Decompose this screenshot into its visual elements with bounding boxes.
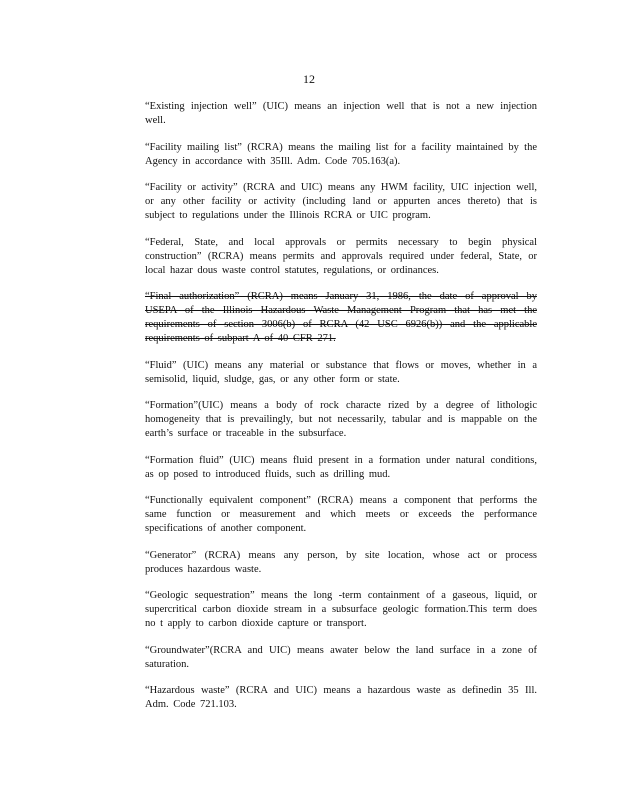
definition-paragraph: “Facility or activity” (RCRA and UIC) means any HWM facility, UIC injection well, or any other facility or activity (including land or appurten ances thereto) that is subject to regulations under the Illinois RCRA or UIC program.: [145, 182, 537, 221]
definition-paragraph: “Existing injection well” (UIC) means an injection well that is not a new injection well.: [145, 101, 537, 126]
definition-paragraph: “Federal, State, and local approvals or permits necessary to begin physical construction” (RCRA) means permits and approvals required under federal, State, or local hazar dous waste control statutes, regulations, or ordinances.: [145, 236, 537, 276]
definitions-list: [145, 100, 537, 725]
definition-paragraph: “Fluid” (UIC) means any material or substance that flows or moves, whether in a semisolid, liquid, sludge, gas, or any other form or state.: [145, 359, 537, 385]
definition-paragraph: “Formation fluid” (UIC) means fluid present in a formation under natural conditions, as op posed to introduced fluids, such as drilling mud.: [145, 454, 537, 480]
definition-paragraph: “Groundwater”(RCRA and UIC) means awater below the land surface in a zone of saturation.: [145, 644, 537, 670]
definition-paragraph-struck: “Final authorization” (RCRA) means January 31, 1986, the date of approval by USEPA of the Illinois Hazardous Waste Management Program that has met the requirements of section 3006(b) of RCRA (42 USC 6926(b)) and the applicable requirements of subpart A of 40 CFR 271.: [145, 291, 537, 344]
definition-paragraph: “Functionally equivalent component” (RCRA) means a component that performs the same function or measurement and which meets or exceeds the performance specifications of another component.: [145, 495, 537, 534]
definition-paragraph: “Hazardous waste” (RCRA and UIC) means a hazardous waste as definedin 35 Ill. Adm. Code 721.103.: [145, 685, 537, 710]
page-number: 12: [303, 72, 315, 86]
definition-paragraph: “Formation”(UIC) means a body of rock characte rized by a degree of lithologic homogeneity that is prevailingly, but not necessarily, tabular and is mappable on the earth’s surface or traceable in the subsurface.: [145, 400, 537, 439]
definition-paragraph: “Generator” (RCRA) means any person, by site location, whose act or process produces hazardous waste.: [145, 549, 537, 575]
definition-paragraph: “Geologic sequestration” means the long -term containment of a gaseous, liquid, or supercritical carbon dioxide stream in a subsurface geologic formation.This term does no t apply to carbon dioxide capture or transport.: [145, 590, 537, 629]
definition-paragraph: “Facility mailing list” (RCRA) means the mailing list for a facility maintained by the Agency in accordance with 35Ill. Adm. Code 705.163(a).: [145, 141, 537, 167]
